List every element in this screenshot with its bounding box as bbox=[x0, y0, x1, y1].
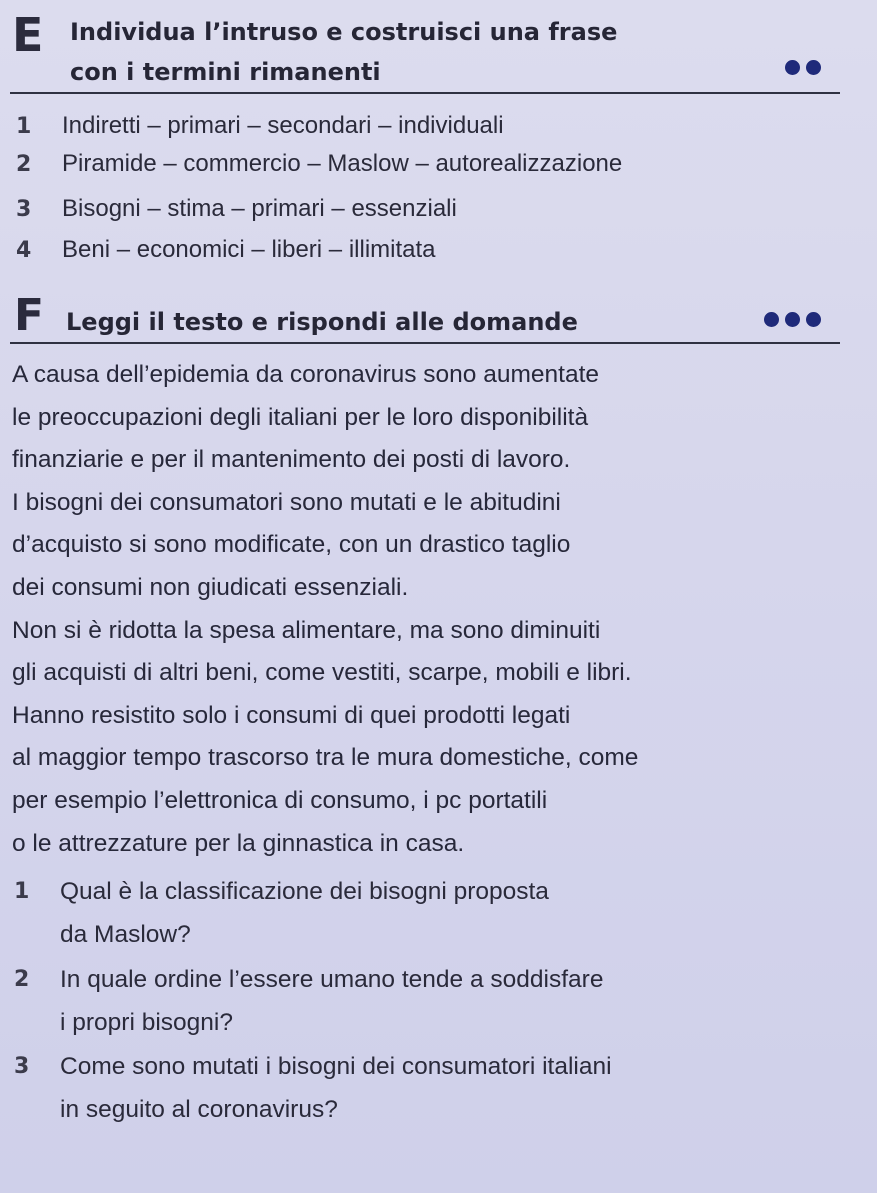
text-line: o le attrezzature per la ginnastica in casa. bbox=[12, 829, 465, 857]
difficulty-dots bbox=[785, 60, 821, 75]
section-e-divider bbox=[10, 92, 840, 94]
text-line: per esempio l’elettronica di consumo, i pc portatili bbox=[12, 786, 548, 814]
question-number: 1 bbox=[14, 879, 30, 904]
list-item bbox=[16, 150, 622, 178]
section-f-title: Leggi il testo e rispondi alle domande bbox=[66, 308, 578, 336]
question-line: i propri bisogni? bbox=[60, 1009, 233, 1036]
list-item bbox=[16, 112, 504, 140]
question-line: in seguito al coronavirus? bbox=[60, 1096, 338, 1123]
difficulty-dot bbox=[806, 312, 821, 327]
difficulty-dot bbox=[785, 312, 800, 327]
text-line: al maggior tempo trascorso tra le mura domestiche, come bbox=[12, 744, 639, 772]
question-line: Qual è la classificazione dei bisogni proposta bbox=[60, 878, 549, 905]
text-line: Non si è ridotta la spesa alimentare, ma sono diminuiti bbox=[12, 616, 601, 644]
text-line: Hanno resistito solo i consumi di quei prodotti legati bbox=[12, 701, 571, 729]
list-item bbox=[16, 195, 457, 223]
item-text: Beni – economici – liberi – illimitata bbox=[62, 236, 436, 263]
item-number: 4 bbox=[16, 238, 32, 263]
question-1 bbox=[14, 870, 854, 956]
item-text: Piramide – commercio – Maslow – autorealizzazione bbox=[62, 150, 623, 177]
question-2 bbox=[14, 958, 854, 1044]
difficulty-dots bbox=[764, 312, 821, 327]
reading-text bbox=[12, 354, 862, 865]
question-number: 3 bbox=[14, 1054, 30, 1079]
section-e-title-line1: Individua l’intruso e costruisci una frase bbox=[70, 18, 618, 46]
question-line: da Maslow? bbox=[60, 921, 191, 948]
text-line: A causa dell’epidemia da coronavirus sono aumentate bbox=[12, 361, 600, 388]
question-number: 2 bbox=[14, 967, 30, 992]
list-item bbox=[16, 236, 436, 264]
section-f-divider bbox=[10, 342, 840, 344]
difficulty-dot bbox=[785, 60, 800, 75]
text-line: d’acquisto si sono modificate, con un drastico taglio bbox=[12, 531, 571, 559]
item-text: Indiretti – primari – secondari – individuali bbox=[62, 112, 504, 139]
question-line: Come sono mutati i bisogni dei consumatori italiani bbox=[60, 1053, 612, 1080]
item-text: Bisogni – stima – primari – essenziali bbox=[62, 195, 457, 222]
difficulty-dot bbox=[764, 312, 779, 327]
question-3 bbox=[14, 1045, 854, 1131]
section-e-letter: E bbox=[12, 8, 44, 62]
item-number: 2 bbox=[16, 152, 32, 177]
section-f-letter: F bbox=[14, 290, 45, 341]
text-line: I bisogni dei consumatori sono mutati e le abitudini bbox=[12, 488, 561, 516]
section-e-title-line2: con i termini rimanenti bbox=[70, 58, 381, 86]
text-line: finanziarie e per il mantenimento dei posti di lavoro. bbox=[12, 446, 571, 474]
text-line: dei consumi non giudicati essenziali. bbox=[12, 573, 409, 601]
item-number: 1 bbox=[16, 114, 32, 139]
difficulty-dot bbox=[806, 60, 821, 75]
item-number: 3 bbox=[16, 197, 32, 222]
question-line: In quale ordine l’essere umano tende a soddisfare bbox=[60, 966, 604, 993]
text-line: gli acquisti di altri beni, come vestiti, scarpe, mobili e libri. bbox=[12, 659, 632, 687]
text-line: le preoccupazioni degli italiani per le loro disponibilità bbox=[12, 403, 589, 431]
